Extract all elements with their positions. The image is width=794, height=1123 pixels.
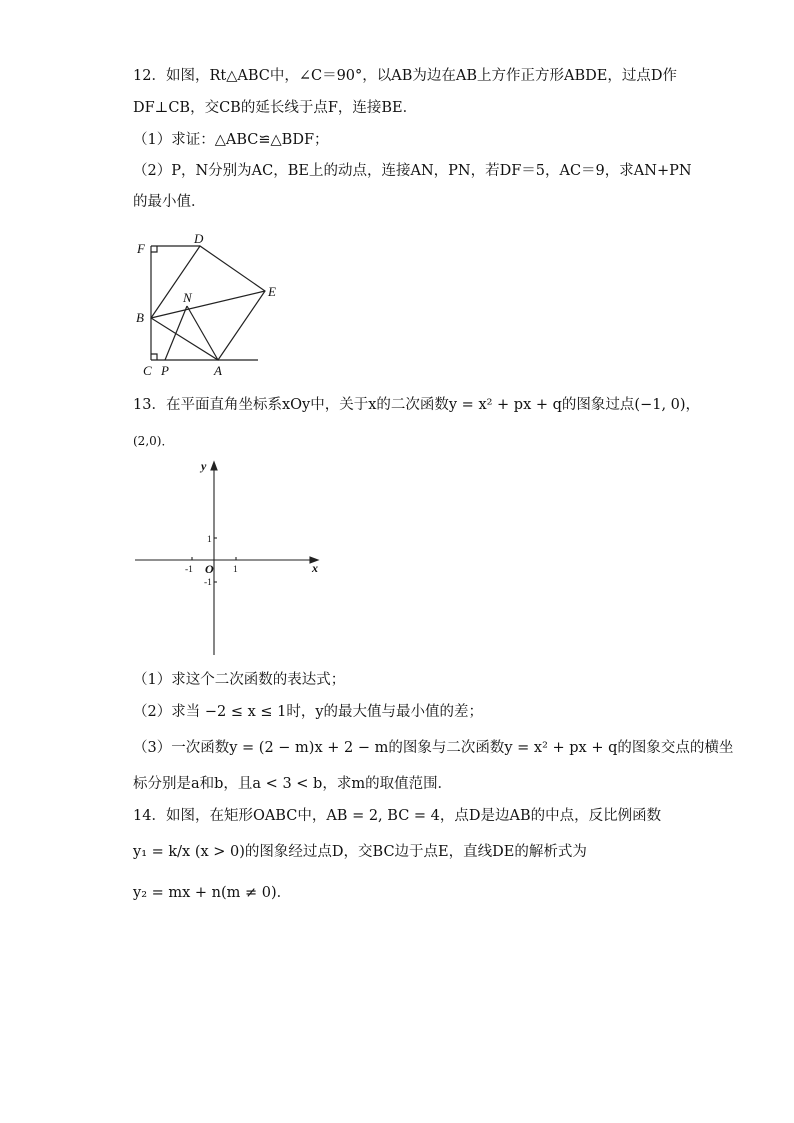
problem12-part2-line1: （2）P，N分别为AC，BE上的动点，连接AN，PN，若DF＝5，AC＝9，求AN+PN [133, 163, 692, 179]
line-BE [151, 291, 265, 318]
problem13-part3-line2: 标分别是a和b，且a < 3 < b，求m的取值范围． [133, 776, 453, 792]
tick-label-y-neg1: -1 [204, 578, 212, 588]
problem12-stem-line2: DF⊥CB，交CB的延长线于点F，连接BE． [133, 100, 418, 116]
problem12-part2-line2: 的最小值． [133, 194, 206, 210]
label-A: A [214, 363, 222, 378]
line-AN [187, 306, 218, 360]
right-angle-F [151, 246, 157, 252]
problem12-stem-line1: 12．如图，Rt△ABC中，∠C＝90°，以AB为边在AB上方作正方形ABDE，过点D作 [133, 68, 677, 84]
label-F: F [137, 241, 145, 256]
tick-label-x-pos1: 1 [233, 565, 238, 575]
x-axis-label: x [312, 561, 318, 575]
label-D: D [194, 231, 204, 246]
problem12-part1: （1）求证：△ABC≌△BDF； [133, 132, 329, 148]
origin-label: O [205, 562, 214, 576]
y-axis-arrow [211, 462, 217, 470]
tick-label-y-pos1: 1 [207, 535, 212, 545]
y-axis-label: y [201, 459, 207, 473]
problem13-part1: （1）求这个二次函数的表达式； [133, 672, 346, 688]
problem14-stem-line1: 14．如图，在矩形OABC中，AB = 2, BC = 4，点D是边AB的中点，反比例函数 [133, 808, 662, 824]
problem13-coordinate-axes [130, 455, 325, 660]
problem13-stem-line1: 13．在平面直角坐标系xOy中，关于x的二次函数y = x² + px + q的图象过点(−1, 0)， [133, 397, 701, 413]
label-B: B [136, 310, 144, 325]
label-E: E [268, 284, 276, 299]
label-C: C [143, 363, 152, 378]
problem12-geometry-figure [128, 226, 288, 381]
right-angle-C [151, 354, 157, 360]
problem14-stem-line2: y₁ = k/x (x > 0)的图象经过点D，交BC边于点E，直线DE的解析式为 [133, 844, 587, 860]
tick-label-x-neg1: -1 [185, 565, 193, 575]
problem13-part2: （2）求当 −2 ≤ x ≤ 1时，y的最大值与最小值的差； [133, 704, 484, 720]
problem14-stem-line3: y₂ = mx + n(m ≠ 0)． [133, 885, 292, 901]
problem13-part3-line1: （3）一次函数y = (2 − m)x + 2 − m的图象与二次函数y = x² + px + q的图象交点的横坐 [133, 740, 734, 756]
label-N: N [183, 290, 192, 305]
problem13-stem-line2: (2,0)． [133, 434, 174, 448]
label-P: P [161, 363, 169, 378]
